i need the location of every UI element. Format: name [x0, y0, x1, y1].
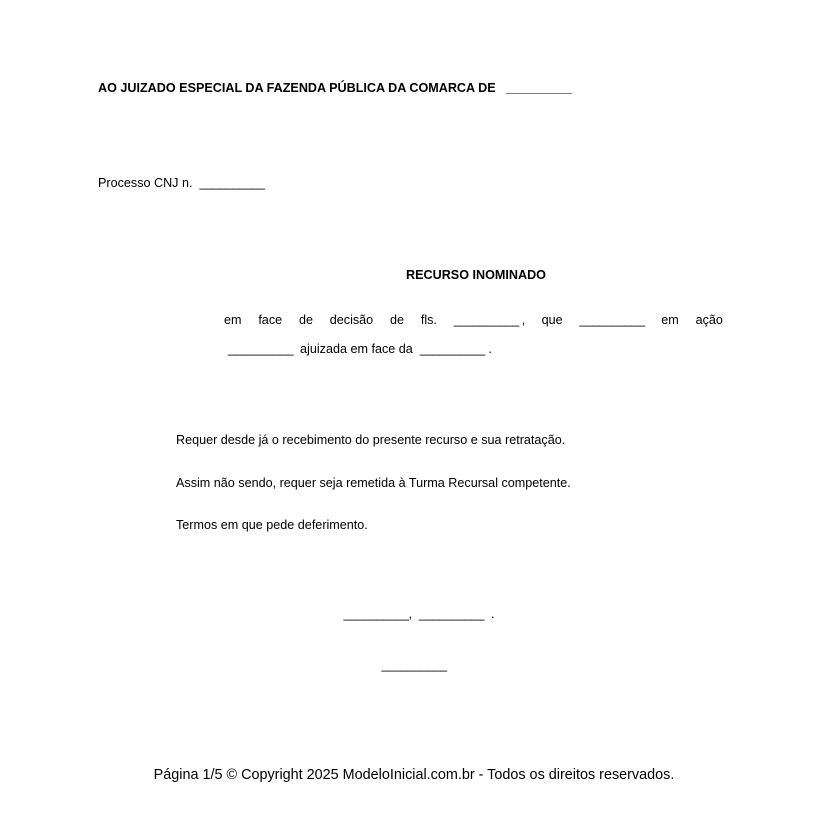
place-blank: __________: [343, 607, 409, 621]
intro-word: de: [390, 313, 405, 327]
intro-word: face: [258, 313, 283, 327]
process-number-line: [98, 176, 265, 190]
intro-paragraph-line-1: [224, 313, 723, 327]
date-blank: __________: [419, 607, 485, 621]
document-title: RECURSO INOMINADO: [406, 268, 546, 282]
page-footer: Página 1/5 © Copyright 2025 ModeloInicial.com.br - Todos os direitos reservados.: [153, 767, 675, 783]
place-date-line: [0, 607, 828, 621]
request-line-2: Assim não sendo, requer seja remetida à Turma Recursal competente.: [176, 476, 571, 490]
action-type-blank: __________: [228, 342, 294, 356]
intro-word: fls.: [420, 313, 437, 327]
signature-blank: __________: [381, 658, 447, 672]
comarca-blank: __________: [506, 81, 572, 95]
addressee-text: AO JUIZADO ESPECIAL DA FAZENDA PÚBLICA DA COMARCA DE: [98, 81, 496, 95]
intro-word: __________ ,: [453, 313, 525, 327]
date-period: .: [491, 607, 495, 621]
addressee-line: [98, 81, 571, 95]
intro-word: de: [298, 313, 313, 327]
intro-word: decisão: [329, 313, 374, 327]
request-line-3: Termos em que pede deferimento.: [176, 518, 368, 532]
intro-text: ajuizada em face da: [300, 342, 413, 356]
intro-word: __________: [579, 313, 645, 327]
intro-paragraph-line-2: [228, 342, 492, 356]
process-number-blank: __________: [199, 176, 265, 190]
intro-word: ação: [695, 313, 723, 327]
defendant-blank: __________: [419, 342, 485, 356]
signature-line: [0, 658, 828, 672]
place-date-separator: ,: [408, 607, 412, 621]
request-line-1: Requer desde já o recebimento do presente recurso e sua retratação.: [176, 433, 566, 447]
intro-period: .: [488, 342, 492, 356]
intro-word: que: [541, 313, 563, 327]
process-label: Processo CNJ n.: [98, 176, 193, 190]
intro-word: em: [224, 313, 242, 327]
intro-word: em: [661, 313, 679, 327]
